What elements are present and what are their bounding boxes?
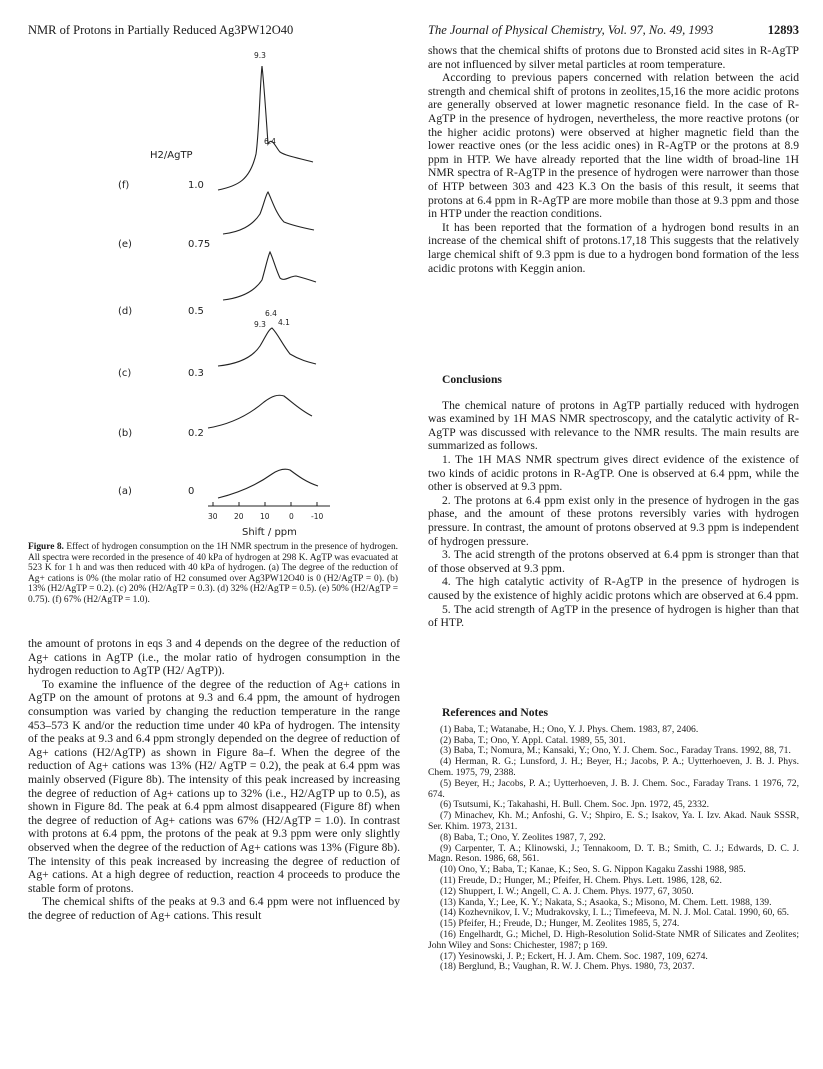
- conclusion-item: 4. The high catalytic activity of R-AgTP in the presence of hydrogen is caused by the existence of highly acidic protons which are observed at 6.4 ppm.: [428, 575, 799, 602]
- page-number: 12893: [767, 23, 799, 37]
- reference-item: (12) Shuppert, I. W.; Angell, C. A. J. Chem. Phys. 1977, 67, 3050.: [440, 885, 694, 897]
- running-head: NMR of Protons in Partially Reduced Ag3PW12O40: [28, 23, 294, 37]
- caption-label: Figure 8.: [28, 542, 64, 552]
- spectrum-a: [218, 469, 318, 498]
- reference-item: (9) Carpenter, T. A.; Klinowski, J.; Tennakoom, D. T. B.; Smith, C. J.; Edwards, D. C. J. Magn. Reson. 1986, 68, 561.: [428, 842, 799, 865]
- tick-30: 30: [208, 512, 218, 521]
- reference-item: (16) Engelhardt, G.; Michel, D. High-Resolution Solid-State NMR of Silicates and Zeolites; John Wiley and Sons: Chichester, 1987; p 169.: [428, 928, 799, 951]
- tag-e: (e): [118, 239, 132, 250]
- conclusion-item: 5. The acid strength of AgTP in the presence of hydrogen is higher than that of HTP.: [428, 602, 799, 630]
- ratio-f: 1.0: [188, 180, 204, 191]
- nmr-spectra-plot: [28, 44, 400, 544]
- conclusion-item: 3. The acid strength of the protons observed at 6.4 ppm is stronger than that of those observed at 9.3 ppm.: [428, 548, 799, 575]
- conclusion-item: 2. The protons at 6.4 ppm exist only in the presence of hydrogen in the gas phase, and the amount of these protons reversibly varies with hydrogen pressure. In contrast, the amount of protons observed at 9.3 ppm is independent of hydrogen pressure.: [428, 493, 799, 548]
- figure-caption: [28, 542, 398, 606]
- peak-label-6-4-c: 6.4: [265, 309, 277, 318]
- ratio-a: 0: [188, 486, 195, 497]
- reference-item: (17) Yesinowski, J. P.; Eckert, H. J. Am. Chem. Soc. 1987, 109, 6274.: [440, 950, 708, 962]
- tag-d: (d): [118, 306, 133, 317]
- tick-minus-10: -10: [311, 512, 324, 521]
- reference-item: (11) Freude, D.; Hunger, M.; Pfeifer, H. Chem. Phys. Lett. 1986, 128, 62.: [440, 874, 722, 886]
- section-heading: References and Notes: [442, 706, 549, 719]
- peak-label-4-1-c: 4.1: [278, 318, 290, 327]
- ratio-c: 0.3: [188, 368, 204, 379]
- reference-item: (6) Tsutsumi, K.; Takahashi, H. Bull. Chem. Soc. Jpn. 1972, 45, 2332.: [440, 799, 710, 811]
- paragraph: It has been reported that the formation of a hydrogen bond results in an increase of the chemical shift of protons.17,18 This suggests that the relatively large chemical shift of 9.3 ppm is due to a hydrogen bond formation of the less acidic protons with Keggin anion.: [428, 220, 799, 275]
- reference-item: (7) Minachev, Kh. M.; Anfoshi, G. V.; Shpiro, E. S.; Isakov, Ya. I. Izv. Akad. Nauk SSSR, Ser. Khim. 1973, 2131.: [428, 810, 799, 832]
- reference-item: (8) Baba, T.; Ono, Y. Zeolites 1987, 7, 292.: [440, 831, 606, 843]
- peak-label-6-4-f: 6.4: [264, 137, 276, 146]
- spectrum-d: [223, 252, 316, 300]
- tick-0: 0: [289, 512, 294, 521]
- reference-item: (18) Berglund, B.; Vaughan, R. W. J. Chem. Phys. 1980, 73, 2037.: [440, 961, 695, 973]
- ratio-e: 0.75: [188, 239, 211, 250]
- reference-item: (13) Kanda, Y.; Lee, K. Y.; Nakata, S.; Asaoka, S.; Misono, M. Chem. Lett. 1988, 139.: [440, 896, 772, 908]
- peak-label-9-3-c: 9.3: [254, 320, 266, 329]
- spectrum-f: [218, 66, 313, 190]
- reference-item: (15) Pfeifer, H.; Freude, D.; Hunger, M. Zeolites 1985, 5, 274.: [440, 918, 680, 930]
- reference-item: (4) Herman, R. G.; Lunsford, J. H.; Beyer, H.; Jacobs, P. A.; Uytterhoeven, J. B. J. Phys. Chem. 1975, 79, 2388.: [428, 756, 799, 778]
- tick-20: 20: [234, 512, 244, 521]
- ratio-d: 0.5: [188, 306, 204, 317]
- nmr-figure: [28, 44, 400, 544]
- references-section: [428, 708, 799, 973]
- conclusions-section: [428, 373, 799, 630]
- tick-10: 10: [260, 512, 270, 521]
- tag-f: (f): [118, 180, 130, 191]
- conclusion-item: 1. The 1H MAS NMR spectrum gives direct evidence of the existence of two kinds of acidic protons in R-AgTP. One is observed at 6.4 ppm, while the other is observed at 9.3 ppm.: [428, 452, 799, 494]
- section-heading: Conclusions: [442, 373, 502, 386]
- legend-label: H2/AgTP: [150, 150, 193, 161]
- paragraph: According to previous papers concerned with relation between the acid strength and chemical shift of protons in zeolites,15,16 the more acidic protons are generally observed at lower magnetic resonance field. In the case of R-AgTP in the presence of hydrogen, nevertheless, the more reactive protons (or the higher acidic protons) were observed at higher magnetic field than the lower reactive ones (or the less acidic ones) in R-AgTP or the protons at 8.9 ppm in HTP. We have already reported that the line width of broad-line 1H NMR spectra of R-AgTP in the presence of hydrogen were narrower than those of HTP between 303 and 423 K.3 On the basis of this result, it seems that protons at 6.4 ppm in R-AgTP are more mobile than those at 9.3 ppm and those in HTP under the reaction conditions.: [428, 71, 799, 221]
- paragraph: shows that the chemical shifts of protons due to Bronsted acid sites in R-AgTP are not influenced by silver metal particles at room temperature.: [428, 44, 799, 71]
- caption-text: Effect of hydrogen consumption on the 1H NMR spectrum in the presence of hydrogen. All spectra were recorded in the presence of 40 kPa of hydrogen at 298 K. AgTP was evacuated at 523 K for 1 h and was then reduced with 40 kPa of hydrogen. (a) The degree of the reduction of Ag+ cations is 0% (the molar ratio of H2 consumed over Ag3PW12O40 is 0 (H2/AgTP = 0). (b) 13% (H2/AgTP = 0.2). (c) 20% (H2/AgTP = 0.3). (d) 32% (H2/AgTP = 0.5). (e) 50% (H2/AgTP = 0.75). (f) 67% (H2/AgTP = 1.0).: [28, 542, 398, 605]
- paragraph: The chemical shifts of the peaks at 9.3 and 6.4 ppm were not influenced by the degree of reduction of Ag+ cations. This result: [28, 895, 400, 922]
- spectrum-b: [208, 395, 312, 428]
- reference-item: (2) Baba, T.; Ono, Y. Appl. Catal. 1989, 55, 301.: [440, 734, 626, 746]
- journal-citation: The Journal of Physical Chemistry, Vol. 97, No. 49, 1993: [428, 23, 714, 37]
- tag-b: (b): [118, 428, 133, 439]
- spectrum-e: [223, 192, 314, 234]
- reference-item: (5) Beyer, H.; Jacobs, P. A.; Uytterhoeven, J. B. J. Chem. Soc., Faraday Trans. 1 1976, 72, 674.: [428, 777, 799, 800]
- peak-label-9-3: 9.3: [254, 51, 266, 60]
- x-axis-label: Shift / ppm: [242, 527, 297, 538]
- spectrum-c: [218, 328, 316, 366]
- reference-item: (1) Baba, T.; Watanabe, H.; Ono, Y. J. Phys. Chem. 1983, 87, 2406.: [440, 723, 699, 735]
- tag-c: (c): [118, 368, 132, 379]
- reference-item: (3) Baba, T.; Nomura, M.; Kansaki, Y.; Ono, Y. J. Chem. Soc., Faraday Trans. 1992, 88, 71.: [440, 745, 791, 757]
- tag-a: (a): [118, 486, 132, 497]
- right-column-text: [428, 44, 799, 275]
- paragraph: the amount of protons in eqs 3 and 4 depends on the degree of the reduction of Ag+ cations in AgTP (i.e., the molar ratio of hydrogen consumption in the hydrogen reduction to AgTP (H2/ AgTP)).: [28, 637, 400, 678]
- paragraph: To examine the influence of the degree of the reduction of Ag+ cations in AgTP on the amount of protons at 9.3 and 6.4 ppm, the amount of hydrogen consumption was varied by changing the reduction temperature in the range 453–573 K and/or the reduction time under 40 kPa of hydrogen. The intensity of the peaks at 9.3 and 6.4 ppm strongly depended on the degree of reduction of Ag+ cations (H2/AgTP) as shown in Figure 8a–f. When the degree of the reduction of Ag+ cations was 13% (H2/ AgTP = 0.2), the peak at 6.4 ppm was mainly observed (Figure 8b). The intensity of this peak increased by increasing the degree of reduction of Ag+ cations up to 32% (i.e., H2/AgTP up to 0.5), as shown in Figure 8d. The peak at 6.4 ppm almost disappeared (Figure 8f) when the degree of reduction of Ag+ cations was 67% (H2/AgTP = 1.0). In contrast with protons at 6.4 ppm, the protons of the peak at 9.3 ppm were only slightly observed when the degree of the reduction of Ag+ cations was 13% (Figure 8b). The intensity of this peak increased by increasing the degree of reduction of Ag+ cations. At a high degree of reduction, reaction 4 proceeds to produce the stable form of protons.: [28, 677, 400, 895]
- reference-item: (14) Kozhevnikov, I. V.; Mudrakovsky, I. L.; Timefeeva, M. N. J. Mol. Catal. 1990, 60, 65.: [440, 907, 790, 919]
- reference-item: (10) Ono, Y.; Baba, T.; Kanae, K.; Seo, S. G. Nippon Kagaku Zasshi 1988, 985.: [440, 864, 746, 876]
- left-column-text: [28, 637, 400, 922]
- paragraph: The chemical nature of protons in AgTP partially reduced with hydrogen was examined by 1H MAS NMR spectroscopy, and the catalytic activity of R-AgTP was discussed with relevance to the NMR results. The main results are summarized as follows.: [428, 398, 799, 453]
- ratio-b: 0.2: [188, 428, 204, 439]
